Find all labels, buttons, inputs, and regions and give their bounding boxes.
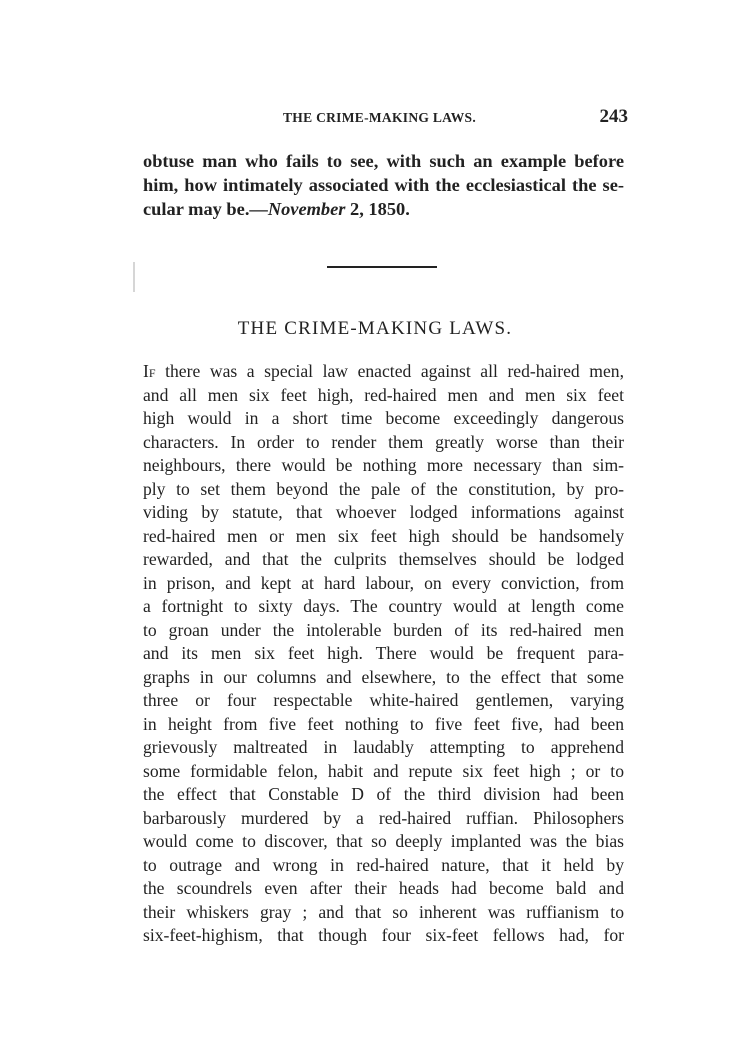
text-fragment: cular may be.—: [143, 199, 268, 220]
text-line: three or four respectable white-haired gentlemen, varying: [143, 690, 624, 710]
text-line: a fortnight to sixty days. The country would at length come: [143, 596, 624, 616]
text-line: red-haired men or men six feet high should be handsomely: [143, 525, 624, 546]
date-rest: 2, 1850.: [345, 199, 410, 220]
drop-word: If: [143, 361, 156, 381]
text-fragment: there was a special law enacted against all red-haired men,: [155, 361, 624, 381]
text-line: high would in a short time become exceedingly dangerous: [143, 408, 624, 428]
text-line: neighbours, there would be nothing more necessary than sim-: [143, 455, 624, 475]
text-line: and all men six feet high, red-haired men and men six feet: [143, 384, 624, 405]
text-line: barbarously murdered by a red-haired ruffian. Philosophers: [143, 807, 624, 828]
text-line: [143, 360, 624, 384]
text-line: obtuse man who fails to see, with such an example before: [143, 151, 624, 171]
text-line: their whiskers gray ; and that so inherent was ruffianism to: [143, 901, 624, 922]
text-line: to groan under the intolerable burden of its red-haired men: [143, 619, 624, 640]
text-line: [143, 197, 624, 221]
text-line: in height from five feet nothing to five feet five, had been: [143, 713, 624, 734]
text-line: ply to set them beyond the pale of the constitution, by pro-: [143, 478, 624, 499]
page-number: 243: [599, 106, 628, 127]
date-italic: November: [267, 199, 346, 220]
text-line: six-feet-highism, that though four six-feet fellows had, for: [143, 925, 624, 945]
section-title: THE CRIME-MAKING LAWS.: [237, 318, 513, 339]
text-line: characters. In order to render them greatly worse than their: [143, 431, 624, 452]
section-body-paragraph: [143, 360, 624, 948]
text-line: would come to discover, that so deeply implanted was the bias: [143, 831, 624, 851]
text-line: viding by statute, that whoever lodged informations against: [143, 502, 624, 522]
paper-speck: [133, 262, 135, 292]
text-line: the scoundrels even after their heads had become bald and: [143, 878, 624, 898]
text-line: to outrage and wrong in red-haired nature, that it held by: [143, 854, 624, 875]
carryover-paragraph: [143, 149, 624, 222]
section-divider-rule: [327, 266, 437, 268]
text-line: and its men six feet high. There would be frequent para-: [143, 643, 624, 663]
text-line: grievously maltreated in laudably attempting to apprehend: [143, 737, 624, 757]
text-line: graphs in our columns and elsewhere, to the effect that some: [143, 666, 624, 687]
running-title: THE CRIME-MAKING LAWS.: [283, 110, 476, 125]
text-line: him, how intimately associated with the ecclesiastical the se-: [143, 175, 624, 196]
running-head: [143, 106, 628, 132]
text-line: the effect that Constable D of the third division had been: [143, 784, 624, 804]
text-line: rewarded, and that the culprits themselves should be lodged: [143, 549, 624, 569]
text-line: some formidable felon, habit and repute six feet high ; or to: [143, 760, 624, 781]
text-line: in prison, and kept at hard labour, on every conviction, from: [143, 572, 624, 593]
